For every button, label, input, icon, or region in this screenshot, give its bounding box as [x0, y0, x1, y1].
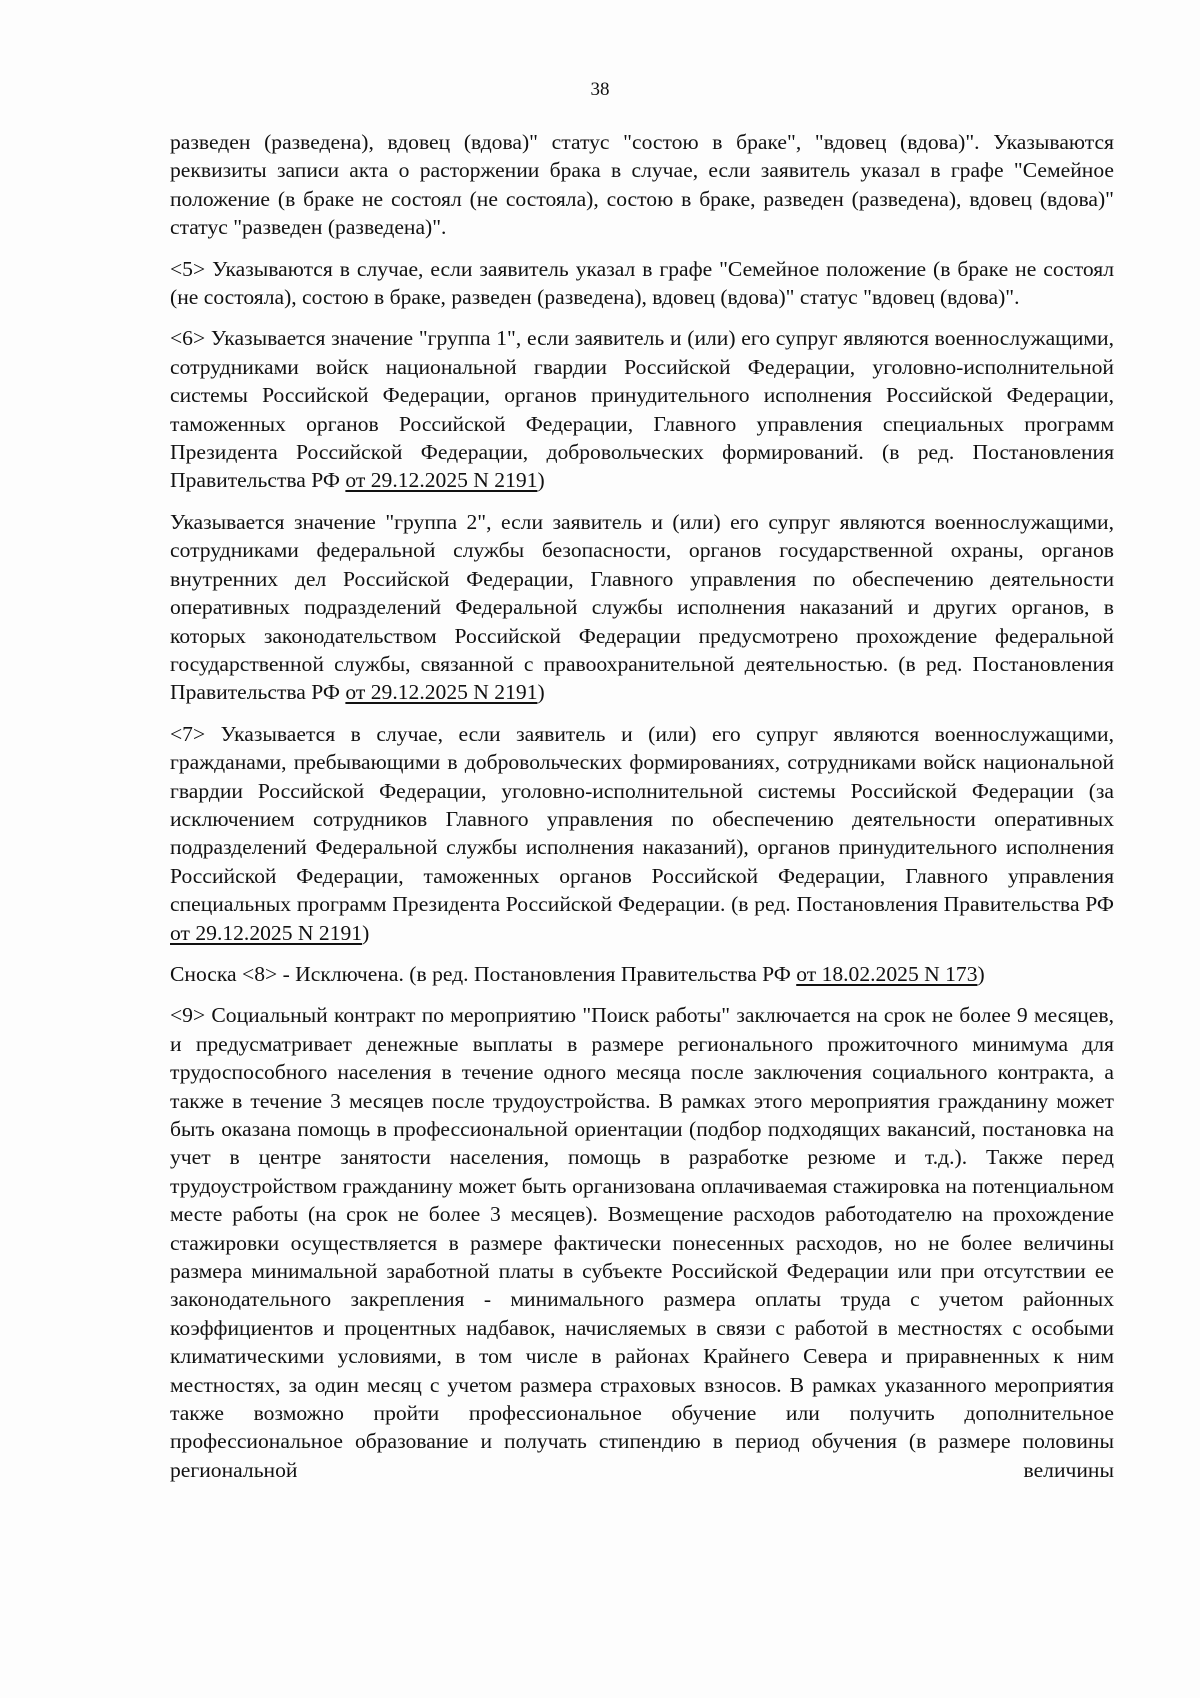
paragraph-closing: )	[537, 680, 545, 705]
paragraph-text: <5> Указываются в случае, если заявитель указал в графе "Семейное положение (в браке не состоял (не состояла), состою в браке, разведен (разведена), вдовец (вдова)" статус "вдовец (вдова)".	[170, 256, 1114, 310]
paragraph-text: <9> Социальный контракт по мероприятию "Поиск работы" заключается на срок не более 9 месяцев, и предусматривает денежные выплаты в размере регионального прожиточного минимума для трудоспособного населения в течение одного месяца после заключения социального контракта, а также в течение 3 месяцев после трудоустройства. В рамках этого мероприятия гражданину может быть оказана помощь в профессиональной ориентации (подбор подходящих вакансий, постановка на учет в центре занятости населения, помощь в разработке резюме и т.д.). Также перед трудоустройством гражданину может быть организована оплачиваемая стажировка на потенциальном месте работы (на срок не более 3 месяцев). Возмещение расходов работодателю на прохождение стажировки осуществляется в размере фактически понесенных расходов, но не более величины размера минимальной заработной платы в субъекте Российской Федерации или при отсутствии ее законодательного закрепления - минимального размера оплаты труда с учетом районных коэффициентов и процентных надбавок, начисляемых в связи с работой в местностях с особыми климатическими условиями, в том числе в районах Крайнего Севера и приравненных к ним местностях, за один месяц с учетом размера страховых взносов. В рамках указанного мероприятия также возможно пройти профессиональное обучение или получить дополнительное профессиональное образование и получать стипендию в период обучения (в размере половины региональной величины	[170, 1003, 1114, 1482]
paragraph-text: <6> Указывается значение "группа 1", если заявитель и (или) его супруг являются военнослужащими, сотрудниками войск национальной гвардии Российской Федерации, уголовно-исполнительной системы Российской Федерации, органов принудительного исполнения Российской Федерации, таможенных органов Российской Федерации, Главного управления специальных программ Президента Российской Федерации, добровольческих формирований. (в ред. Постановления Правительства РФ	[170, 326, 1114, 493]
footnote-8	[170, 960, 1114, 988]
amendment-link[interactable]: от 29.12.2025 N 2191	[170, 920, 363, 945]
amendment-link[interactable]: от 29.12.2025 N 2191	[345, 468, 538, 493]
footnote-5	[170, 255, 1114, 312]
footnote-7	[170, 720, 1114, 947]
paragraph-text: Указывается значение "группа 2", если заявитель и (или) его супруг являются военнослужащими, сотрудниками федеральной службы безопасности, органов государственной охраны, органов внутренних дел Российской Федерации, Главного управления по обеспечению деятельности оперативных подразделений Федеральной службы исполнения наказаний и других органов, в которых законодательством Российской Федерации предусмотрено прохождение федеральной государственной службы, связанной с правоохранительной деятельностью. (в ред. Постановления Правительства РФ	[170, 509, 1114, 705]
amendment-link[interactable]: от 29.12.2025 N 2191	[345, 680, 538, 705]
footnote-9	[170, 1001, 1114, 1484]
footnote-6-group-2	[170, 508, 1114, 707]
document-body	[170, 128, 1114, 1497]
paragraph-closing: )	[977, 961, 985, 986]
page-number: 38	[590, 79, 610, 100]
paragraph-marital-status-continuation	[170, 128, 1114, 242]
paragraph-text: Сноска <8> - Исключена. (в ред. Постановления Правительства РФ	[170, 961, 797, 986]
paragraph-text: <7> Указывается в случае, если заявитель и (или) его супруг являются военнослужащими, гражданами, пребывающими в добровольческих формированиях, сотрудниками войск национальной гвардии Российской Федерации, уголовно-исполнительной системы Российской Федерации (за исключением сотрудников Главного управления по обеспечению деятельности оперативных подразделений Федеральной службы исполнения наказаний), органов принудительного исполнения Российской Федерации, таможенных органов Российской Федерации, Главного управления специальных программ Президента Российской Федерации. (в ред. Постановления Правительства РФ	[170, 721, 1114, 917]
paragraph-text: разведен (разведена), вдовец (вдова)" статус "состою в браке", "вдовец (вдова)". Указываются реквизиты записи акта о расторжении брака в случае, если заявитель указал в графе "Семейное положение (в браке не состоял (не состояла), состою в браке, разведен (разведена), вдовец (вдова)" статус "разведен (разведена)".	[170, 130, 1114, 240]
paragraph-closing: )	[362, 920, 370, 945]
footnote-6	[170, 324, 1114, 494]
paragraph-closing: )	[537, 468, 545, 493]
amendment-link[interactable]: от 18.02.2025 N 173	[796, 961, 978, 986]
